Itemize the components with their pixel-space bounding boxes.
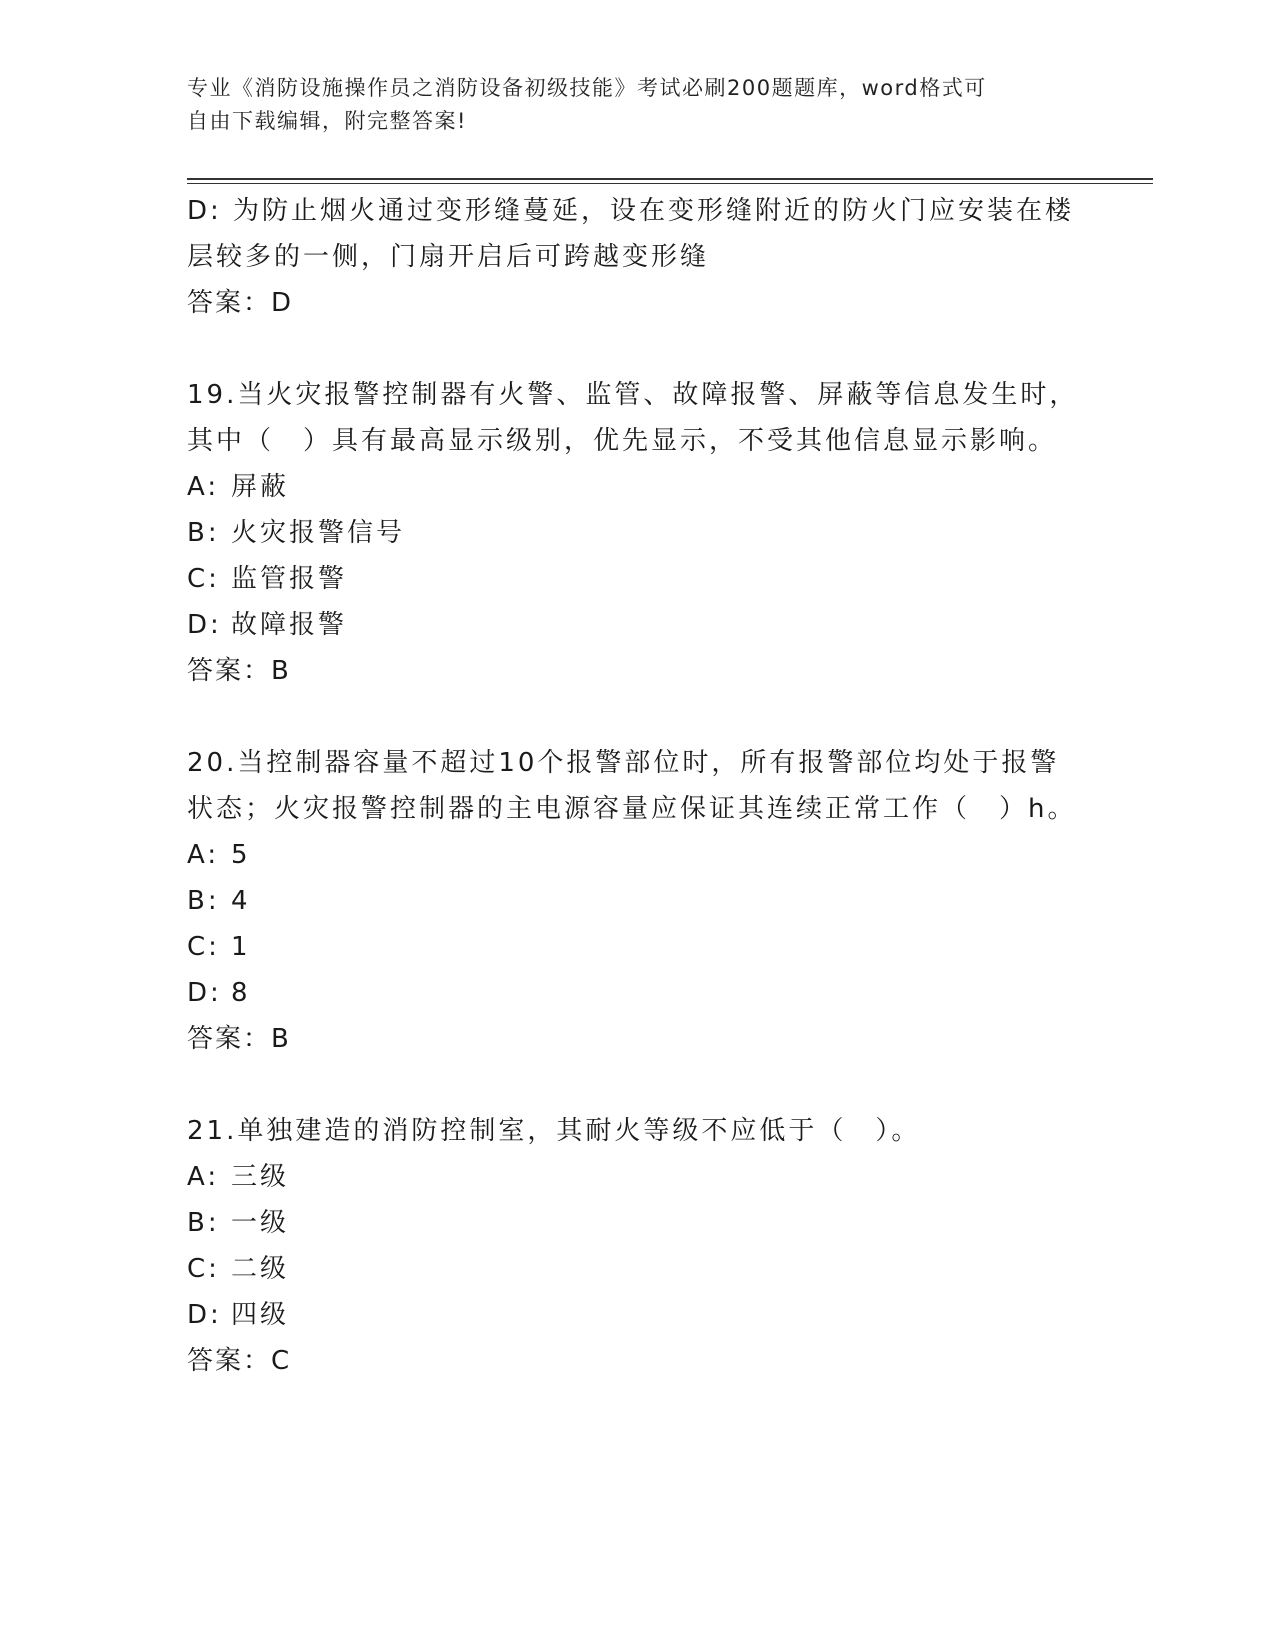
option-text: 屏蔽 bbox=[231, 472, 290, 502]
option-label: A: bbox=[187, 840, 220, 870]
option-label: A: bbox=[187, 472, 220, 502]
option-text: 1 bbox=[231, 932, 251, 962]
question-stem-line-2: 状态；火灾报警控制器的主电源容量应保证其连续正常工作（ ）h。 bbox=[187, 794, 1077, 824]
answer-line: 答案：C bbox=[187, 1346, 292, 1376]
option-text: 一级 bbox=[231, 1208, 290, 1238]
option-text: 8 bbox=[231, 978, 251, 1008]
option-label: C: bbox=[187, 1254, 220, 1284]
option-a bbox=[187, 832, 1087, 878]
header-divider-thin bbox=[187, 183, 1153, 184]
question-18-continuation bbox=[187, 188, 1087, 326]
option-label: A: bbox=[187, 1162, 220, 1192]
option-a bbox=[187, 464, 1087, 510]
option-d bbox=[187, 1292, 1087, 1338]
question-19 bbox=[187, 372, 1087, 694]
option-label: D: bbox=[187, 610, 222, 640]
option-a bbox=[187, 1154, 1087, 1200]
option-text: 火灾报警信号 bbox=[231, 518, 406, 548]
option-label: B: bbox=[187, 518, 220, 548]
option-text: 四级 bbox=[231, 1300, 290, 1330]
answer-line: 答案：B bbox=[187, 1024, 291, 1054]
page-header bbox=[187, 72, 1067, 138]
option-text: 三级 bbox=[231, 1162, 290, 1192]
option-text: 监管报警 bbox=[231, 564, 348, 594]
option-text: 4 bbox=[231, 886, 251, 916]
option-c bbox=[187, 556, 1087, 602]
spacer bbox=[187, 694, 1087, 740]
option-c bbox=[187, 1246, 1087, 1292]
option-text: 5 bbox=[231, 840, 251, 870]
option-d-line-2: 层较多的一侧，门扇开启后可跨越变形缝 bbox=[187, 242, 710, 272]
header-title-line-1: 专业《消防设施操作员之消防设备初级技能》考试必刷200题题库，word格式可 bbox=[187, 76, 987, 100]
question-stem-line-1: 20.当控制器容量不超过10个报警部位时，所有报警部位均处于报警 bbox=[187, 748, 1060, 778]
option-label: D: bbox=[187, 978, 222, 1008]
option-d bbox=[187, 970, 1087, 1016]
option-d bbox=[187, 602, 1087, 648]
question-20 bbox=[187, 740, 1087, 1062]
option-label: C: bbox=[187, 932, 220, 962]
question-list bbox=[187, 188, 1087, 1384]
answer-line: 答案：B bbox=[187, 656, 291, 686]
question-stem-line-1: 21.单独建造的消防控制室，其耐火等级不应低于（ ）。 bbox=[187, 1116, 921, 1146]
spacer bbox=[187, 1062, 1087, 1108]
question-stem-line-2: 其中（ ）具有最高显示级别，优先显示，不受其他信息显示影响。 bbox=[187, 426, 1058, 456]
option-text: 故障报警 bbox=[231, 610, 348, 640]
answer-line: 答案：D bbox=[187, 288, 294, 318]
option-label: C: bbox=[187, 564, 220, 594]
header-divider-thick bbox=[187, 178, 1153, 180]
spacer bbox=[187, 326, 1087, 372]
option-d-line-1: D: 为防止烟火通过变形缝蔓延，设在变形缝附近的防火门应安装在楼 bbox=[187, 196, 1075, 226]
option-b bbox=[187, 510, 1087, 556]
option-c bbox=[187, 924, 1087, 970]
option-label: B: bbox=[187, 886, 220, 916]
header-title-line-2: 自由下载编辑，附完整答案! bbox=[187, 109, 467, 133]
question-21 bbox=[187, 1108, 1087, 1384]
option-b bbox=[187, 1200, 1087, 1246]
option-b bbox=[187, 878, 1087, 924]
question-stem-line-1: 19.当火灾报警控制器有火警、监管、故障报警、屏蔽等信息发生时， bbox=[187, 380, 1079, 410]
option-label: B: bbox=[187, 1208, 220, 1238]
option-label: D: bbox=[187, 1300, 222, 1330]
option-text: 二级 bbox=[231, 1254, 290, 1284]
